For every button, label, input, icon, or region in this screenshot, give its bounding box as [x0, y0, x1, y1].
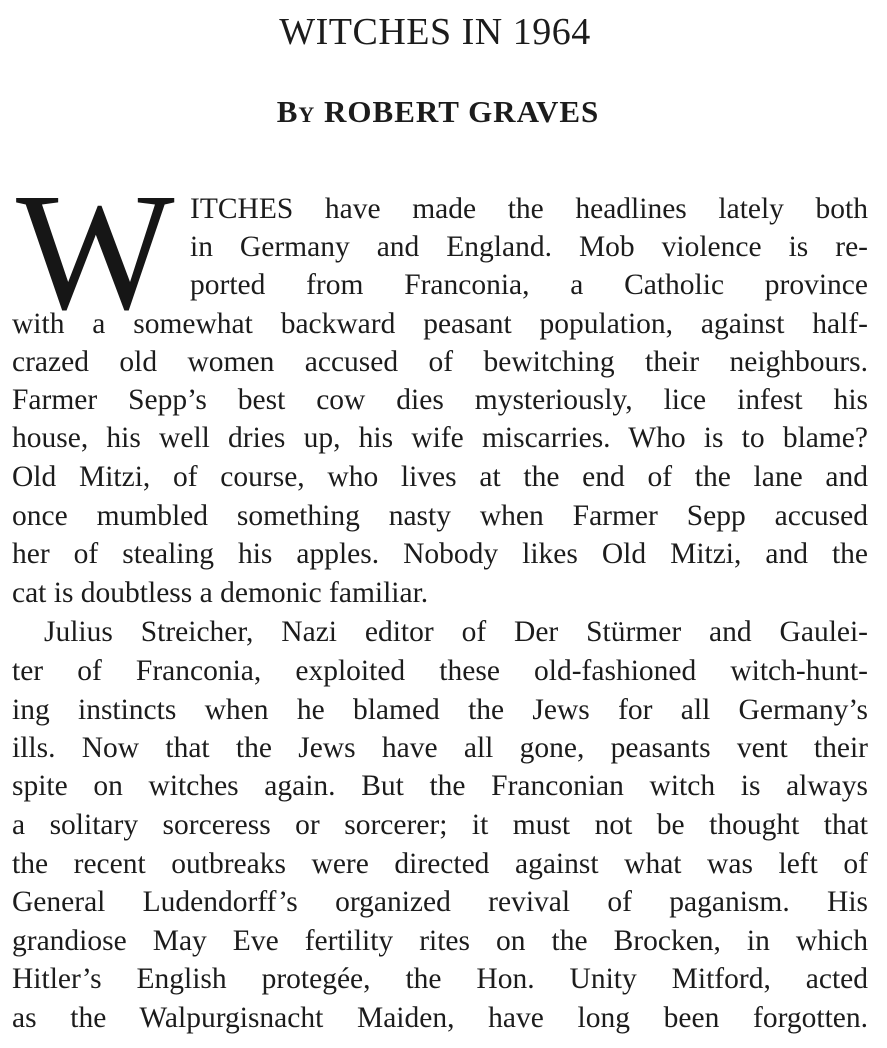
body-text-line: her of stealing his apples. Nobody likes Old Mitzi, and the: [12, 538, 868, 570]
body-text-line: ITCHES have made the headlines lately both: [190, 193, 868, 225]
drop-cap-letter: W: [16, 159, 175, 345]
body-text-line: as the Walpurgisnacht Maiden, have long been forgotten.: [12, 1002, 868, 1034]
body-text-line: the recent outbreaks were directed against what was left of: [12, 848, 868, 880]
body-text-line: Hitler’s English protegée, the Hon. Unity Mitford, acted: [12, 963, 868, 995]
body-text-line: ing instincts when he blamed the Jews for all Germany’s: [12, 694, 868, 726]
body-text-line: Julius Streicher, Nazi editor of Der Stürmer and Gaulei-: [44, 616, 868, 648]
body-text-line: ills. Now that the Jews have all gone, peasants vent their: [12, 732, 868, 764]
body-text-line: with a somewhat backward peasant population, against half-: [12, 308, 868, 340]
byline-author: ROBERT GRAVES: [324, 94, 600, 129]
body-text-line: once mumbled something nasty when Farmer Sepp accused: [12, 500, 868, 532]
body-text-line: spite on witches again. But the Franconian witch is always: [12, 770, 868, 802]
body-text-line: Farmer Sepp’s best cow dies mysteriously, lice infest his: [12, 384, 868, 416]
body-text-line: Old Mitzi, of course, who lives at the end of the lane and: [12, 461, 868, 493]
article-title: WITCHES IN 1964: [279, 11, 591, 53]
body-text-line: grandiose May Eve fertility rites on the Brocken, in which: [12, 925, 868, 957]
body-text-line: cat is doubtless a demonic familiar.: [12, 577, 429, 609]
body-text-line: in Germany and England. Mob violence is re-: [190, 231, 868, 263]
article-byline: [0, 94, 876, 130]
body-text-line: ported from Franconia, a Catholic province: [190, 269, 868, 301]
body-text-line: ter of Franconia, exploited these old-fashioned witch-hunt-: [12, 655, 868, 687]
body-text-line: General Ludendorff’s organized revival of paganism. His: [12, 886, 868, 918]
body-text-line: house, his well dries up, his wife miscarries. Who is to blame?: [12, 422, 868, 454]
byline-prefix: By: [276, 94, 316, 129]
body-text-line: a solitary sorceress or sorcerer; it must not be thought that: [12, 809, 868, 841]
body-text-line: crazed old women accused of bewitching their neighbours.: [12, 346, 868, 378]
